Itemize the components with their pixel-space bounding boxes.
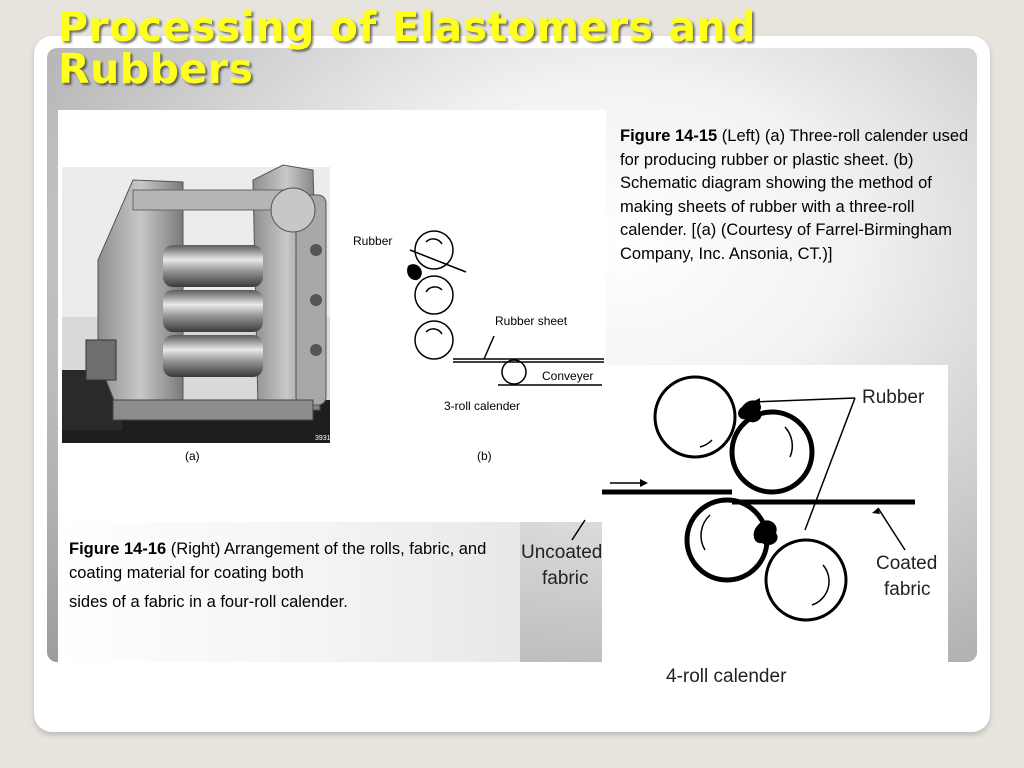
four-roll-calender-figure (520, 365, 948, 695)
calender-machine-photo (62, 165, 331, 443)
coated-label-line1: Coated (876, 553, 938, 574)
figure-16-caption-box (58, 522, 520, 662)
rubber-sheet-label: Rubber sheet (495, 314, 568, 328)
slide-title: Processing of Elastomers and Rubbers (58, 3, 757, 93)
three-roll-calender-label: 3-roll calender (444, 399, 521, 413)
figure-16-caption-line2: sides of a fabric in a four-roll calender. (69, 593, 348, 611)
figure-16-image (520, 365, 948, 695)
rubber-feed-blob (407, 264, 422, 280)
uncoated-label-line2: fabric (542, 568, 589, 589)
figure-15-caption-bold: Figure 14-15 (620, 127, 718, 145)
three-roll-schematic (410, 231, 604, 385)
figure-15-caption-text: (Left) (a) Three-roll calender used for producing rubber or plastic sheet. (b) Schematic diagram showing the method of making sheets of rubber with a three-roll calender. [(a) (Courtesy of Farrel-Birmingham Company, Inc. Ansonia, CT.)] (620, 127, 969, 263)
figure-15-caption (620, 125, 982, 266)
conveyer-label: Conveyer (542, 369, 594, 383)
photo-number: 3931 (315, 435, 331, 442)
uncoated-label-line1: Uncoated (521, 542, 603, 563)
figure-16-caption-text: (Right) Arrangement of the rolls, fabric, and coating material for coating both (69, 540, 487, 582)
coated-label-line2: fabric (884, 579, 931, 600)
figure-15-label-a: (a) (185, 449, 200, 463)
figure-15-label-b: (b) (477, 449, 492, 463)
figure-16-caption-bold: Figure 14-16 (69, 540, 167, 558)
rubber-label-4roll: Rubber (862, 387, 925, 408)
rubber-label: Rubber (353, 234, 393, 248)
four-roll-calender-label: 4-roll calender (666, 666, 787, 687)
figure-16-caption (69, 537, 499, 585)
